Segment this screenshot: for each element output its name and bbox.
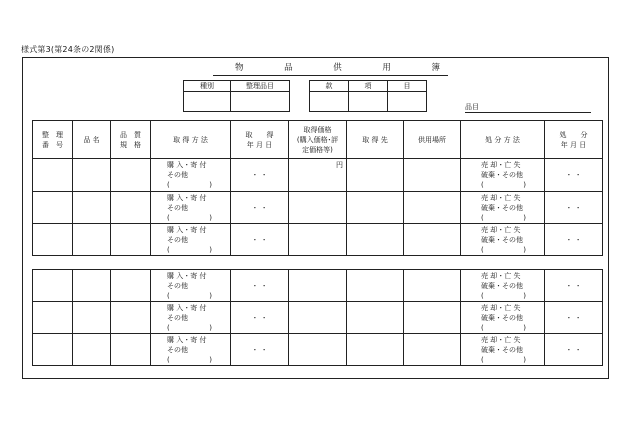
usage-location-cell[interactable] [404,302,461,334]
title-char: 供 [333,63,342,73]
header-disposal-date: 処 分 年 月 日 [545,121,603,159]
quality-spec-cell[interactable] [111,334,151,366]
item-name-cell[interactable] [73,270,111,302]
acquisition-price-cell[interactable] [289,302,347,334]
disposal-date-cell[interactable]: ・ ・ [545,224,603,256]
acquisition-date-cell[interactable]: ・ ・ [231,302,289,334]
acquisition-method-cell[interactable]: 購 入・寄 付 その他 ( ) [151,159,231,192]
acquisition-price-cell[interactable] [289,334,347,366]
table-row [33,159,603,192]
disposal-method-cell[interactable]: 売 却・亡 失 破棄・その他 ( ) [461,270,545,302]
item-name-cell[interactable] [73,192,111,224]
form-label: 様式第3(第24条の2関係) [21,45,115,54]
budget-subitem-header: 目 [388,81,427,92]
acquisition-date-cell[interactable]: ・ ・ [231,159,289,192]
quality-spec-cell[interactable] [111,159,151,192]
quality-spec-cell[interactable] [111,302,151,334]
control-number-cell[interactable] [33,192,73,224]
table-row [33,334,603,366]
ledger-title [235,61,440,73]
acquisition-date-cell[interactable]: ・ ・ [231,224,289,256]
control-number-cell[interactable] [33,224,73,256]
table-row [33,192,603,224]
table-row [33,224,603,256]
acquired-from-cell[interactable] [347,224,404,256]
item-name-field[interactable] [465,102,591,113]
acquisition-price-cell[interactable] [289,270,347,302]
budget-section-header: 款 [310,81,349,92]
ledger-sheet [22,57,609,379]
control-number-cell[interactable] [33,334,73,366]
header-usage-location: 供用場所 [404,121,461,159]
acquisition-date-cell[interactable]: ・ ・ [231,192,289,224]
disposal-date-cell[interactable]: ・ ・ [545,302,603,334]
control-number-cell[interactable] [33,270,73,302]
budget-section-field[interactable] [310,92,349,112]
header-item-name: 品 名 [73,121,111,159]
header-acquisition-method: 取 得 方 法 [151,121,231,159]
disposal-method-cell[interactable]: 売 却・亡 失 破棄・その他 ( ) [461,192,545,224]
acquisition-price-cell[interactable] [289,192,347,224]
disposal-method-cell[interactable]: 売 却・亡 失 破棄・その他 ( ) [461,302,545,334]
table-row [33,302,603,334]
budget-subitem-field[interactable] [388,92,427,112]
control-number-cell[interactable] [33,302,73,334]
item-name-cell[interactable] [73,334,111,366]
classification-box [183,80,290,112]
ledger-table-top [32,120,603,256]
item-name-label: 品目 [465,103,479,111]
disposal-method-cell[interactable]: 売 却・亡 失 破棄・その他 ( ) [461,224,545,256]
usage-location-cell[interactable] [404,270,461,302]
ledger-table-bottom [32,269,603,366]
header-control-number: 整 理 番 号 [33,121,73,159]
budget-item-field[interactable] [349,92,388,112]
acquisition-price-cell[interactable]: 円 [289,159,347,192]
item-name-cell[interactable] [73,159,111,192]
item-name-cell[interactable] [73,224,111,256]
disposal-date-cell[interactable]: ・ ・ [545,270,603,302]
usage-location-cell[interactable] [404,224,461,256]
title-char: 品 [284,63,293,73]
usage-location-cell[interactable] [404,334,461,366]
quality-spec-cell[interactable] [111,270,151,302]
budget-item-header: 項 [349,81,388,92]
title-char: 物 [235,63,244,73]
header-disposal-method: 処 分 方 法 [461,121,545,159]
acquired-from-cell[interactable] [347,159,404,192]
acquired-from-cell[interactable] [347,192,404,224]
acquisition-method-cell[interactable]: 購 入・寄 付 その他 ( ) [151,224,231,256]
disposal-method-cell[interactable]: 売 却・亡 失 破棄・その他 ( ) [461,334,545,366]
header-acquired-from: 取 得 先 [347,121,404,159]
disposal-date-cell[interactable]: ・ ・ [545,192,603,224]
usage-location-cell[interactable] [404,192,461,224]
acquisition-method-cell[interactable]: 購 入・寄 付 その他 ( ) [151,334,231,366]
usage-location-cell[interactable] [404,159,461,192]
disposal-method-cell[interactable]: 売 却・亡 失 破棄・その他 ( ) [461,159,545,192]
header-acquisition-date: 取 得 年 月 日 [231,121,289,159]
title-char: 用 [382,63,391,73]
acquisition-method-cell[interactable]: 購 入・寄 付 その他 ( ) [151,270,231,302]
acquisition-price-cell[interactable] [289,224,347,256]
title-underline [213,75,448,76]
disposal-date-cell[interactable]: ・ ・ [545,334,603,366]
item-group-header: 整理品目 [231,81,290,92]
acquisition-method-cell[interactable]: 購 入・寄 付 その他 ( ) [151,192,231,224]
header-acquisition-price: 取得価格 (購入価格･評 定価格等) [289,121,347,159]
quality-spec-cell[interactable] [111,224,151,256]
item-group-field[interactable] [231,92,290,112]
acquired-from-cell[interactable] [347,334,404,366]
category-field[interactable] [184,92,231,112]
acquired-from-cell[interactable] [347,270,404,302]
title-char: 簿 [431,63,440,73]
quality-spec-cell[interactable] [111,192,151,224]
category-header: 種別 [184,81,231,92]
acquisition-method-cell[interactable]: 購 入・寄 付 その他 ( ) [151,302,231,334]
table-row [33,270,603,302]
acquisition-date-cell[interactable]: ・ ・ [231,270,289,302]
disposal-date-cell[interactable]: ・ ・ [545,159,603,192]
header-quality-spec: 品 質 規 格 [111,121,151,159]
control-number-cell[interactable] [33,159,73,192]
acquired-from-cell[interactable] [347,302,404,334]
item-name-cell[interactable] [73,302,111,334]
budget-box [309,80,427,112]
acquisition-date-cell[interactable]: ・ ・ [231,334,289,366]
